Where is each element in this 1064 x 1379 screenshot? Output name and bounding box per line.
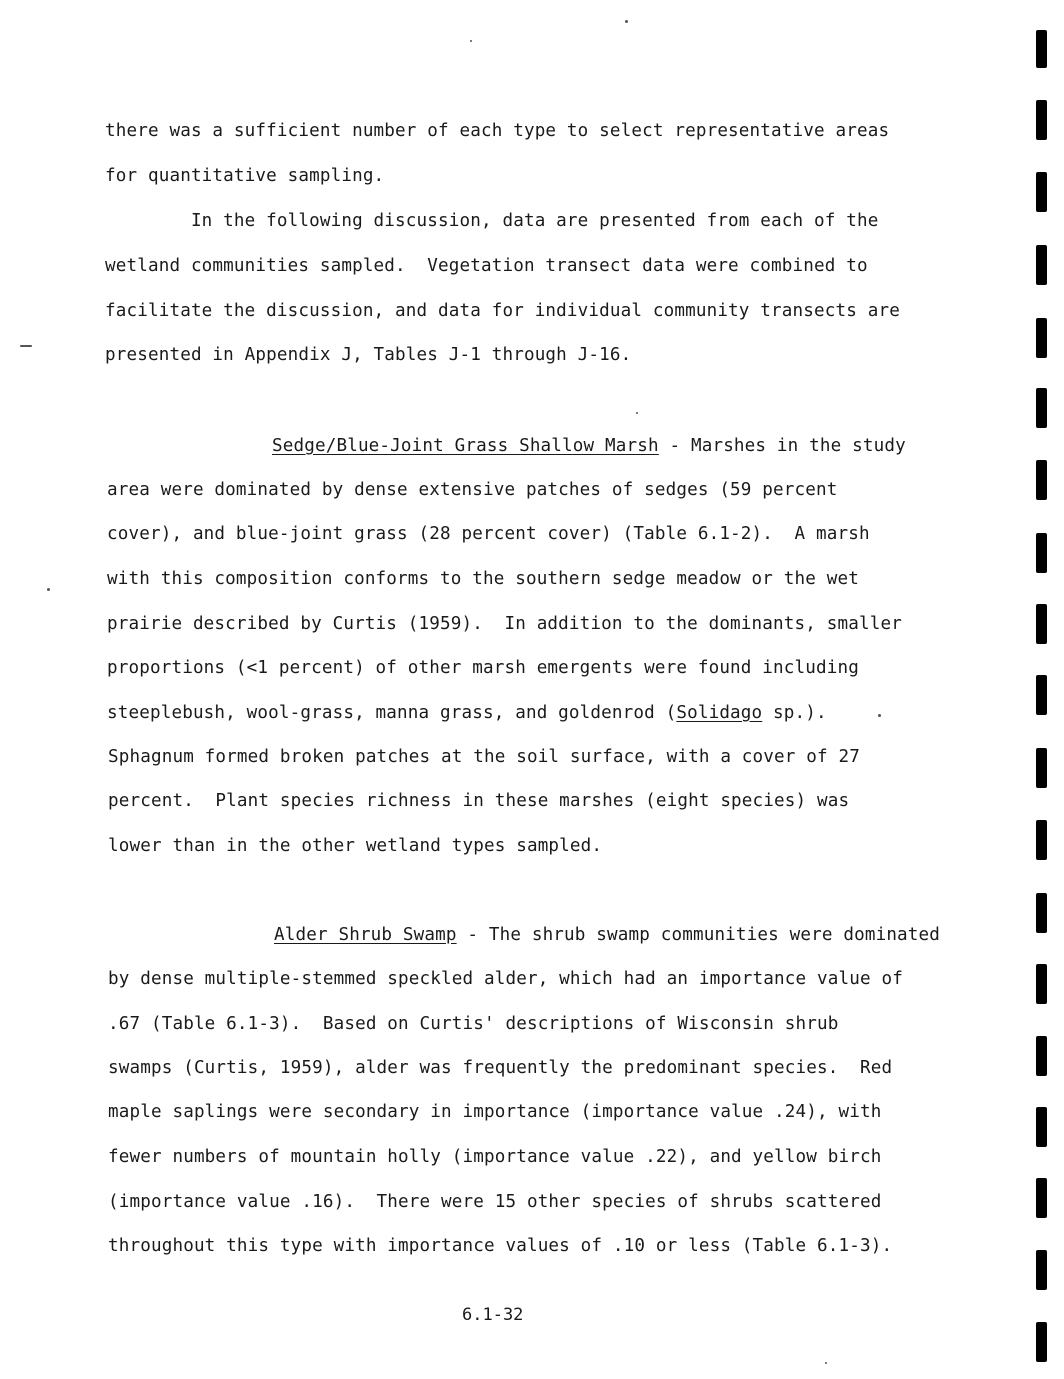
text-line: lower than in the other wetland types sampled. [108,836,603,856]
binding-mark [1036,30,1047,68]
taxon-name: Solidago [676,703,763,723]
text-line: Sphagnum formed broken patches at the soil surface, with a cover of 27 [108,747,860,767]
text-fragment: - Marshes in the study [658,436,906,456]
text-line: percent. Plant species richness in these marshes (eight species) was [108,791,850,811]
text-line: area were dominated by dense extensive patches of sedges (59 percent [107,480,838,500]
text-line: fewer numbers of mountain holly (importance value .22), and yellow birch [108,1147,882,1167]
text-line: proportions (<1 percent) of other marsh emergents were found including [107,658,859,678]
text-line: .67 (Table 6.1-3). Based on Curtis' descriptions of Wisconsin shrub [108,1014,839,1034]
text-line: swamps (Curtis, 1959), alder was frequently the predominant species. Red [108,1058,893,1078]
scan-speck [47,588,50,591]
binding-mark [1036,1178,1047,1218]
section-heading-line [274,924,940,946]
scan-speck [878,714,881,717]
text-line: maple saplings were secondary in importance (importance value .24), with [108,1102,882,1122]
text-fragment: - The shrub swamp communities were dominated [456,925,941,945]
scan-speck [825,1362,827,1364]
binding-mark [1036,1250,1047,1290]
text-line: by dense multiple-stemmed speckled alder, which had an importance value of [108,969,903,989]
binding-mark [1036,388,1047,428]
text-line: facilitate the discussion, and data for individual community transects are [105,301,900,321]
binding-mark [1036,100,1047,140]
binding-mark [1036,172,1047,212]
binding-mark [1036,1036,1047,1076]
text-line: (importance value .16). There were 15 other species of shrubs scattered [108,1192,882,1212]
text-fragment: steeplebush, wool-grass, manna grass, and goldenrod ( [107,703,677,723]
text-line: with this composition conforms to the southern sedge meadow or the wet [107,569,859,589]
binding-mark [1036,1322,1047,1362]
binding-mark [1036,1107,1047,1147]
text-line: there was a sufficient number of each type to select representative areas [105,121,890,141]
text-line: throughout this type with importance values of .10 or less (Table 6.1-3). [108,1236,893,1256]
text-fragment: sp.). [762,703,827,723]
binding-mark [1036,964,1047,1004]
section-heading-line [272,435,906,457]
scan-speck [636,412,638,414]
binding-mark [1036,533,1047,573]
text-line: for quantitative sampling. [105,166,385,186]
binding-mark [1036,675,1047,715]
text-line: cover), and blue-joint grass (28 percent cover) (Table 6.1-2). A marsh [107,524,870,544]
binding-mark [1036,318,1047,358]
text-line: prairie described by Curtis (1959). In addition to the dominants, smaller [107,614,902,634]
binding-mark [1036,748,1047,788]
section-heading: Sedge/Blue-Joint Grass Shallow Marsh [272,436,659,456]
section-heading: Alder Shrub Swamp [274,925,457,945]
binding-mark [1036,460,1047,500]
scan-speck [470,40,472,42]
page-number: 6.1-32 [462,1305,524,1325]
binding-mark [1036,893,1047,933]
text-line: In the following discussion, data are presented from each of the [105,211,879,231]
binding-mark [1036,604,1047,644]
scan-speck [20,345,32,347]
text-line: wetland communities sampled. Vegetation transect data were combined to [105,256,868,276]
text-line [107,702,827,724]
binding-mark [1036,820,1047,860]
text-line: presented in Appendix J, Tables J-1 through J-16. [105,345,632,365]
scan-speck [625,20,628,23]
binding-mark [1036,245,1047,285]
